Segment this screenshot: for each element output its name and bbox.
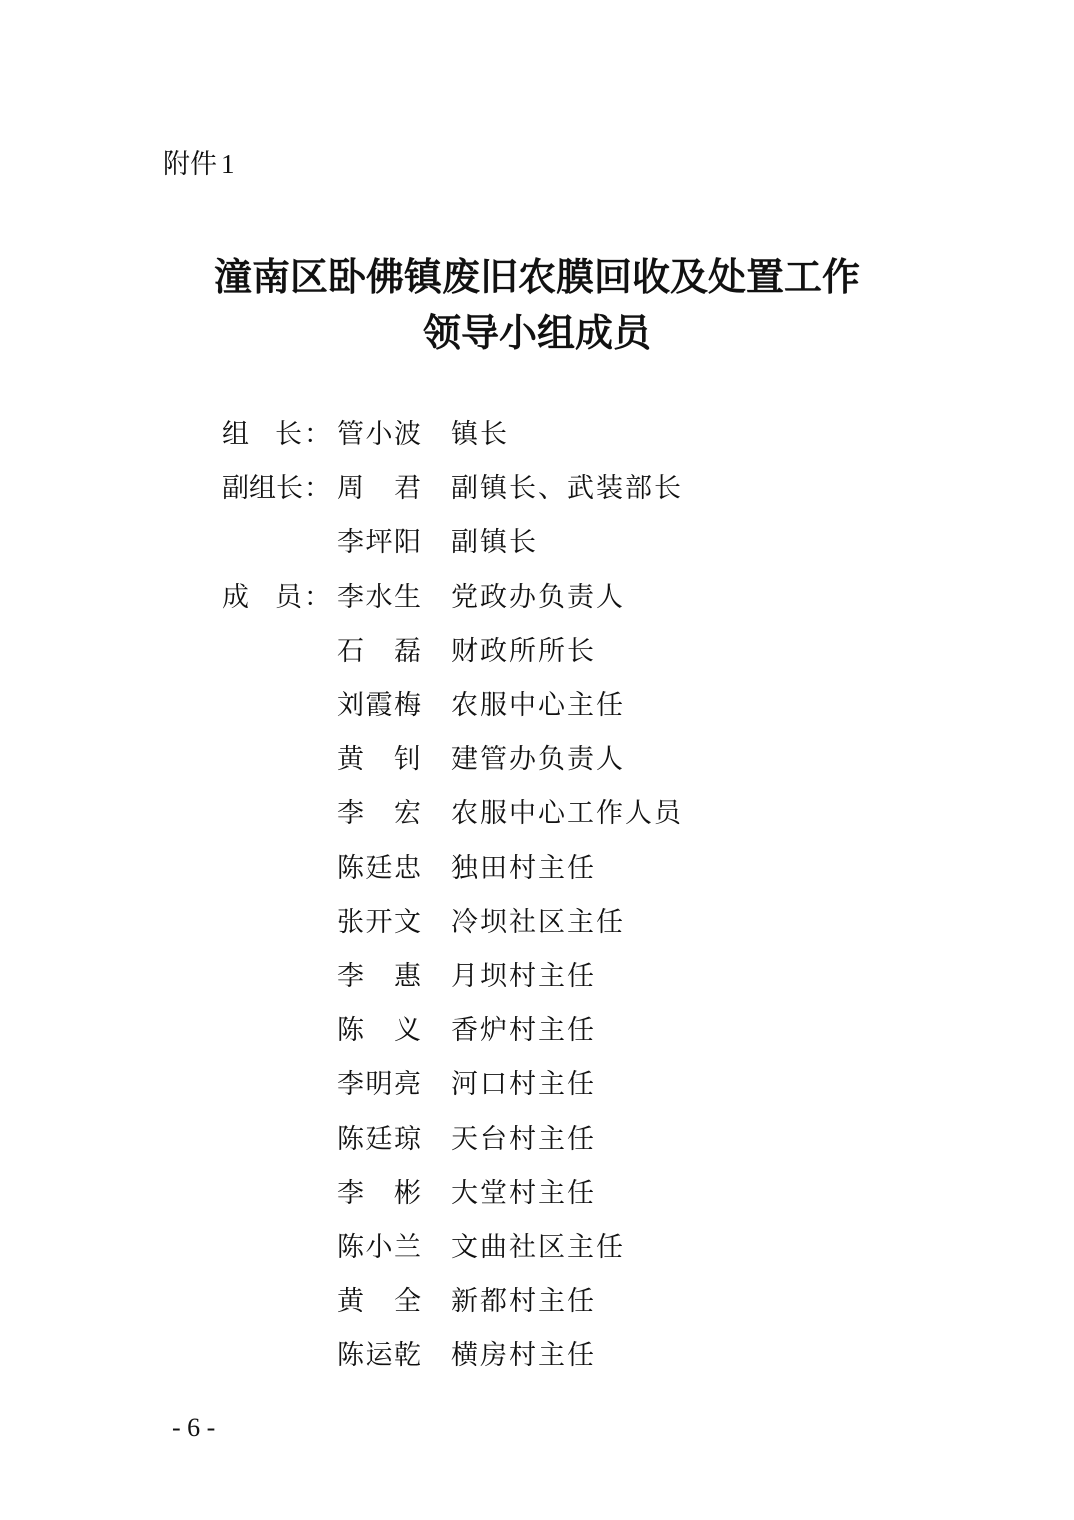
roster-name: 陈 小 兰 [337, 1232, 421, 1263]
roster-position: 横房村主任 [451, 1340, 596, 1371]
roster-name: 李 彬 [337, 1178, 421, 1209]
attachment-text: 附件 [163, 149, 217, 180]
roster-name: 李 坪 阳 [337, 527, 421, 558]
roster-position: 副镇长、武装部长 [451, 473, 683, 504]
document-title-line-2: 领导小组成员 [422, 311, 651, 355]
roster-position: 香炉村主任 [451, 1015, 596, 1046]
roster-colon: ： [304, 419, 331, 450]
roster-row [0, 903, 1074, 943]
roster-row [0, 415, 1074, 455]
roster-colon: ： [304, 582, 331, 613]
roster-row [0, 1065, 1074, 1105]
roster-name: 李 宏 [337, 798, 421, 829]
roster-row [0, 469, 1074, 509]
roster-position: 河口村主任 [451, 1069, 596, 1100]
roster-position: 文曲社区主任 [451, 1232, 625, 1263]
roster-role: 组 长 [222, 419, 302, 450]
roster-row [0, 523, 1074, 563]
roster-role: 成 员 [222, 582, 302, 613]
roster-row [0, 578, 1074, 618]
roster-row [0, 740, 1074, 780]
attachment-number: 1 [221, 149, 235, 179]
page-number: - 6 - [172, 1413, 216, 1442]
roster-colon: ： [304, 473, 331, 504]
roster-position: 副镇长 [451, 527, 538, 558]
roster-position: 新都村主任 [451, 1286, 596, 1317]
roster-row [0, 1228, 1074, 1268]
roster-name: 陈 廷 忠 [337, 853, 421, 884]
roster-position: 财政所所长 [451, 636, 596, 667]
roster-row [0, 1336, 1074, 1376]
roster-row [0, 1011, 1074, 1051]
document-title-line-1: 潼南区卧佛镇废旧农膜回收及处置工作 [213, 255, 860, 299]
roster-row [0, 957, 1074, 997]
roster-name: 张 开 文 [337, 907, 421, 938]
roster-position: 大堂村主任 [451, 1178, 596, 1209]
roster-row [0, 794, 1074, 834]
roster-row [0, 632, 1074, 672]
roster-role: 副 组 长 [222, 473, 303, 504]
roster-row [0, 1120, 1074, 1160]
roster-position: 月坝村主任 [451, 961, 596, 992]
roster-position: 冷坝社区主任 [451, 907, 625, 938]
roster-row [0, 1174, 1074, 1214]
roster-name: 周 君 [337, 473, 421, 504]
roster-position: 建管办负责人 [451, 744, 625, 775]
roster-name: 李 水 生 [337, 582, 421, 613]
roster-name: 李 惠 [337, 961, 421, 992]
roster-position: 独田村主任 [451, 853, 596, 884]
roster-name: 陈 运 乾 [337, 1340, 421, 1371]
roster-name: 陈 廷 琼 [337, 1124, 421, 1155]
roster-name: 黄 全 [337, 1286, 421, 1317]
roster-row [0, 849, 1074, 889]
roster-position: 党政办负责人 [451, 582, 625, 613]
roster-name: 刘 霞 梅 [337, 690, 421, 721]
roster-name: 李 明 亮 [337, 1069, 421, 1100]
roster-position: 农服中心工作人员 [451, 798, 683, 829]
roster-name: 黄 钊 [337, 744, 421, 775]
roster-position: 农服中心主任 [451, 690, 625, 721]
roster-name: 管 小 波 [337, 419, 421, 450]
roster-name: 陈 义 [337, 1015, 421, 1046]
roster-row [0, 686, 1074, 726]
roster-name: 石 磊 [337, 636, 421, 667]
roster-row [0, 1282, 1074, 1322]
roster-position: 镇长 [451, 419, 509, 450]
roster-position: 天台村主任 [451, 1124, 596, 1155]
